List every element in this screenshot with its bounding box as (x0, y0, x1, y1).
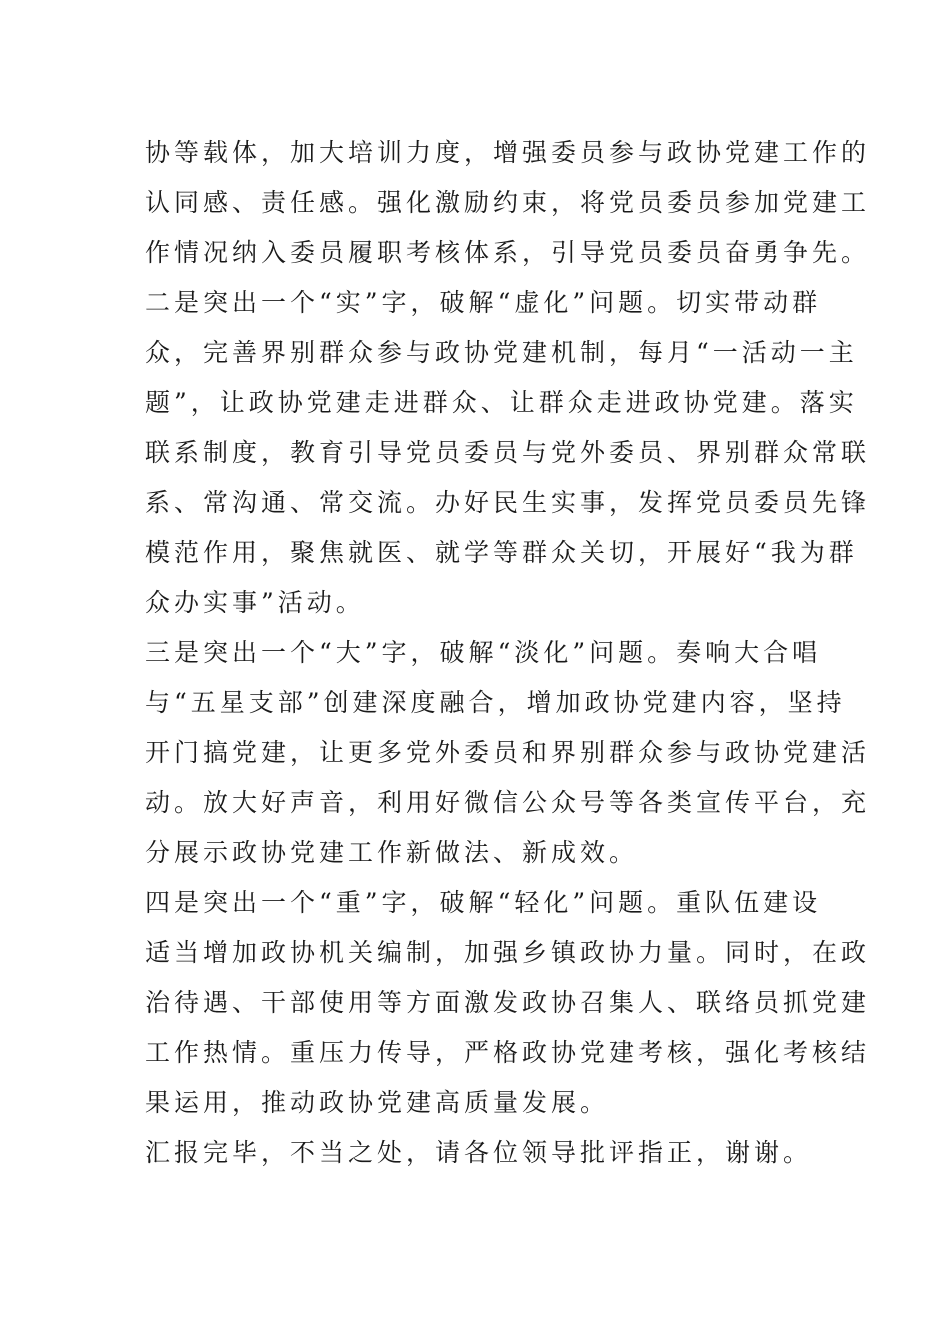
text-line: 开门搞党建，让更多党外委员和界别群众参与政协党建活 (145, 738, 871, 767)
text-line: 动。放大好声音，利用好微信公众号等各类宣传平台，充 (145, 788, 871, 817)
text-line: 四是突出一个“重”字，破解“轻化”问题。重队伍建设 (145, 888, 822, 917)
text-line: 治待遇、干部使用等方面激发政协召集人、联络员抓党建 (145, 988, 871, 1017)
text-line: 工作热情。重压力传导，严格政协党建考核，强化考核结 (145, 1038, 871, 1067)
text-line: 系、常沟通、常交流。办好民生实事，发挥党员委员先锋 (145, 488, 871, 517)
text-line: 适当增加政协机关编制，加强乡镇政协力量。同时，在政 (145, 938, 871, 967)
text-line: 二是突出一个“实”字，破解“虚化”问题。切实带动群 (145, 288, 822, 317)
text-line: 与“五星支部”创建深度融合，增加政协党建内容，坚持 (145, 688, 846, 717)
document-body (145, 128, 871, 1178)
text-line: 众办实事”活动。 (145, 588, 365, 617)
text-line: 三是突出一个“大”字，破解“淡化”问题。奏响大合唱 (145, 638, 822, 667)
text-line: 汇报完毕，不当之处，请各位领导批评指正，谢谢。 (145, 1138, 813, 1167)
paragraph-5 (145, 1128, 815, 1178)
paragraph-1 (145, 128, 871, 278)
text-line: 认同感、责任感。强化激励约束，将党员委员参加党建工 (145, 188, 871, 217)
paragraph-2 (145, 278, 871, 628)
paragraph-4 (145, 878, 871, 1128)
paragraph-3 (145, 628, 871, 878)
text-line: 题”，让政协党建走进群众、让群众走进政协党建。落实 (145, 388, 858, 417)
text-line: 协等载体，加大培训力度，增强委员参与政协党建工作的 (145, 138, 871, 167)
text-line: 果运用，推动政协党建高质量发展。 (145, 1088, 610, 1117)
text-line: 分展示政协党建工作新做法、新成效。 (145, 838, 639, 867)
text-line: 作情况纳入委员履职考核体系，引导党员委员奋勇争先。 (145, 238, 871, 267)
text-line: 众，完善界别群众参与政协党建机制，每月“一活动一主 (145, 338, 858, 367)
text-line: 联系制度，教育引导党员委员与党外委员、界别群众常联 (145, 438, 871, 467)
text-line: 模范作用，聚焦就医、就学等群众关切，开展好“我为群 (145, 538, 858, 567)
